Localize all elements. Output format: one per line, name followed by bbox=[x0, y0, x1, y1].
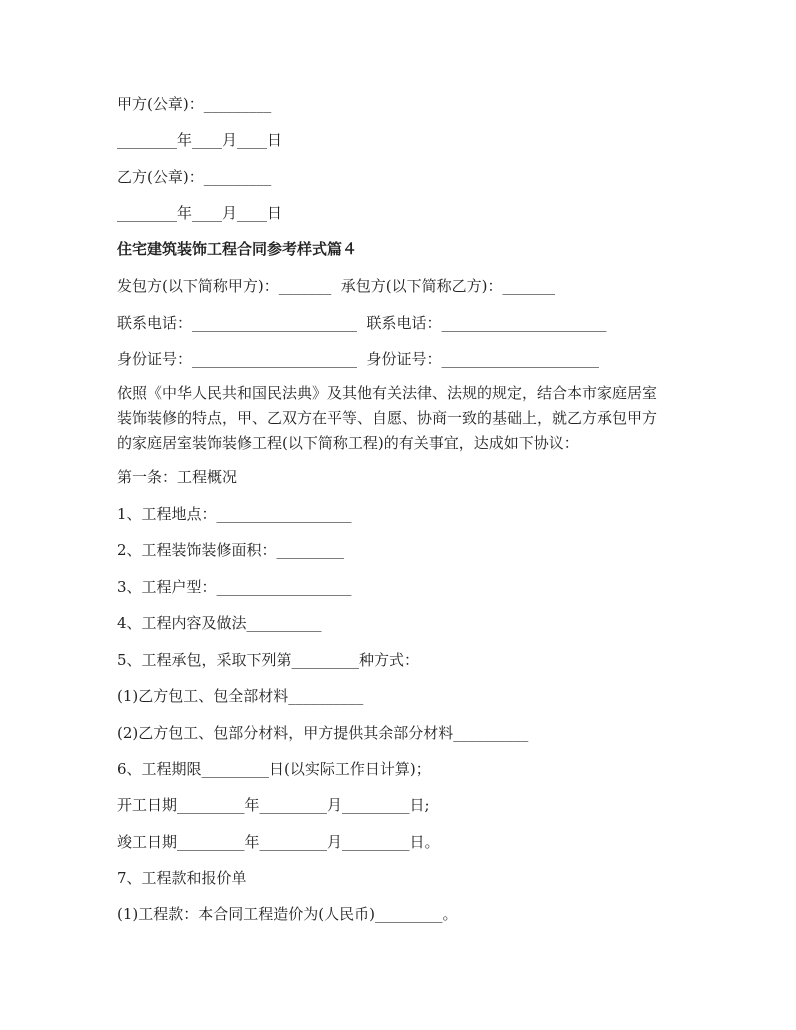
id-number-line: 身份证号：______________________ 身份证号：_____________________ bbox=[117, 350, 600, 368]
clause-item: (1)工程款：本合同工程造价为(人民币)_________。 bbox=[117, 905, 458, 923]
clause-item: 5、工程承包，采取下列第_________种方式： bbox=[117, 651, 420, 669]
clause-heading: 第一条：工程概况 bbox=[117, 468, 238, 486]
clause-item: 竣工日期_________年_________月_________日。 bbox=[117, 833, 440, 851]
intro-line: 的家庭居室装饰装修工程(以下简称工程)的有关事宜，达成如下协议： bbox=[117, 434, 579, 452]
section-title: 住宅建筑装饰工程合同参考样式篇４ bbox=[117, 240, 358, 258]
intro-paragraph bbox=[117, 381, 699, 456]
phone-line: 联系电话：______________________ 联系电话：______________________ bbox=[117, 314, 607, 332]
clause-item: 7、工程款和报价单 bbox=[117, 869, 247, 887]
intro-line: 依照《中华人民共和国民法典》及其他有关法律、法规的规定，结合本市家庭居室 bbox=[117, 384, 658, 402]
party-a-date-line: ________年____月____日 bbox=[117, 131, 283, 149]
clause-item: (1)乙方包工、包全部材料__________ bbox=[117, 687, 364, 705]
parties-line: 发包方(以下简称甲方)：_______ 承包方(以下简称乙方)：_______ bbox=[117, 277, 555, 295]
clause-item: 4、工程内容及做法__________ bbox=[117, 614, 322, 632]
party-b-seal-line: 乙方(公章)：_________ bbox=[117, 168, 272, 186]
clause-item: (2)乙方包工、包部分材料，甲方提供其余部分材料__________ bbox=[117, 724, 529, 742]
clause-item: 6、工程期限_________日(以实际工作日计算)； bbox=[117, 760, 431, 778]
party-b-date-line: ________年____月____日 bbox=[117, 204, 283, 222]
clause-item: 1、工程地点：__________________ bbox=[117, 505, 352, 523]
clause-item: 3、工程户型：__________________ bbox=[117, 578, 352, 596]
intro-line: 装饰装修的特点，甲、乙双方在平等、自愿、协商一致的基础上，就乙方承包甲方 bbox=[117, 409, 658, 427]
clause-item: 2、工程装饰装修面积：_________ bbox=[117, 541, 345, 559]
clause-item: 开工日期_________年_________月_________日; bbox=[117, 796, 430, 814]
party-a-seal-line: 甲方(公章)：_________ bbox=[117, 95, 272, 113]
